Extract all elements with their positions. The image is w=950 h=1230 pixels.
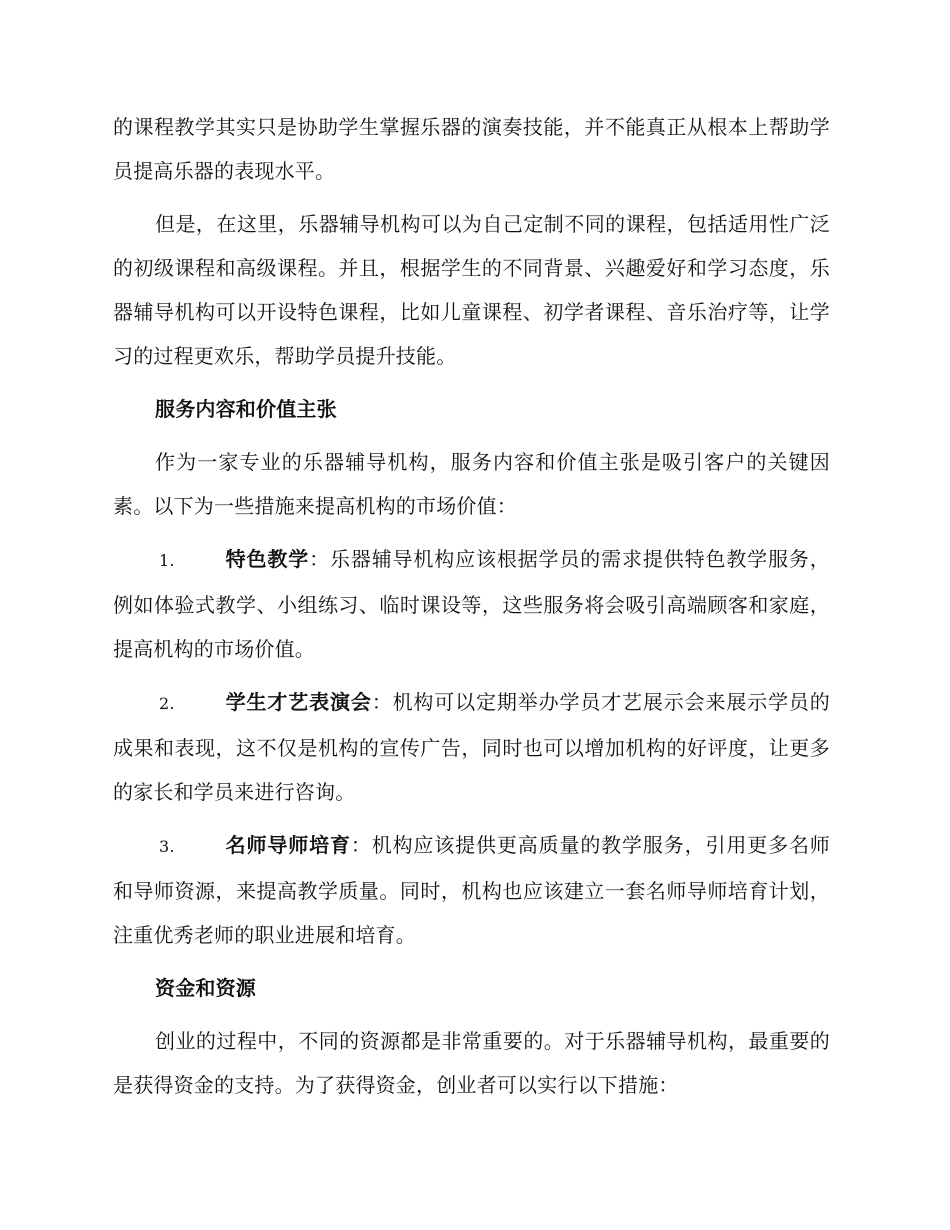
paragraph-continued: 的课程教学其实只是协助学生掌握乐器的演奏技能，并不能真正从根本上帮助学员提高乐器的表现水平。 (113, 115, 830, 183)
paragraph-courses: 但是，在这里，乐器辅导机构可以为自己定制不同的课程，包括适用性广泛的初级课程和高级课程。并且，根据学生的不同背景、兴趣爱好和学习态度，乐器辅导机构可以开设特色课程，比如儿童课程、初学者课程、音乐治疗等，让学习的过程更欢乐，帮助学员提升技能。 (113, 212, 830, 368)
paragraph-funding: 创业的过程中，不同的资源都是非常重要的。对于乐器辅导机构，最重要的是获得资金的支持。为了获得资金，创业者可以实行以下措施： (113, 1029, 830, 1097)
list-item-2 (113, 680, 830, 814)
list-item-title: 学生才艺表演会 (225, 690, 372, 714)
list-item-title: 名师导师培育 (225, 833, 351, 857)
document-body (113, 105, 830, 1107)
list-item-3 (113, 823, 830, 957)
list-number: 1. (159, 551, 175, 570)
list-item-1 (113, 537, 830, 671)
list-number: 3. (159, 837, 175, 856)
section-heading-services: 服务内容和价值主张 (155, 397, 337, 421)
paragraph-services-intro: 作为一家专业的乐器辅导机构，服务内容和价值主张是吸引客户的关键因素。以下为一些措施来提高机构的市场价值： (113, 450, 830, 518)
list-item-text: ：乐器辅导机构应该根据学员的需求提供特色教学服务，例如体验式教学、小组练习、临时课设等，这些服务将会吸引高端顾客和家庭，提高机构的市场价值。 (113, 547, 830, 661)
list-item-text: ：机构应该提供更高质量的教学服务，引用更多名师和导师资源，来提高教学质量。同时，机构也应该建立一套名师导师培育计划，注重优秀老师的职业进展和培育。 (113, 833, 830, 947)
list-number: 2. (159, 694, 175, 713)
list-item-text: ：机构可以定期举办学员才艺展示会来展示学员的成果和表现，这不仅是机构的宣传广告，同时也可以增加机构的好评度，让更多的家长和学员来进行咨询。 (113, 690, 830, 804)
list-item-title: 特色教学 (225, 547, 310, 571)
section-heading-funding: 资金和资源 (155, 976, 256, 1000)
